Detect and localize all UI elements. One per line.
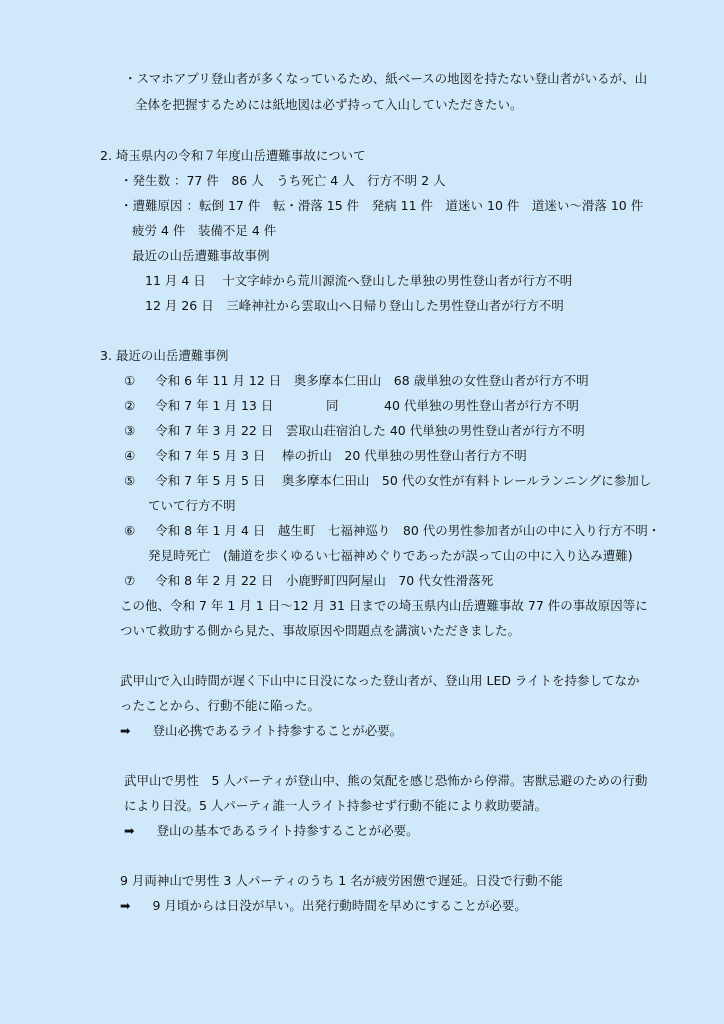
item-text: 令和 7 年 3 月 22 日 雲取山荘宿泊した 40 代単独の男性登山者が行方不明 [155,423,585,438]
item-number: ② [124,398,136,413]
item-number: ⑤ [124,473,136,488]
item-continuation: ていて行方不明 [148,498,236,513]
case-2-line-2: により日没。5 人パーティ誰一人ライト持参せず行動不能により救助要請。 [124,798,548,813]
item-ditto: 同 [326,398,339,413]
section-2-causes-1: ・遭難原因 ：転倒 17 件 転・滑落 15 件 発病 11 件 道迷い 10 件 道迷い〜滑落 10 件 [120,198,644,213]
item-number: ⑥ [124,523,136,538]
summary-line-1: この他、令和 7 年 1 月 1 日〜12 月 31 日までの埼玉県内山岳遭難事故 77 件の事故原因等に [120,598,648,613]
item-number: ⑦ [124,573,136,588]
case-2-line-1: 武甲山で男性 5 人パーティが登山中、熊の気配を感じ恐怖から停滞。害獣忌避のための行動 [124,773,648,788]
intro-line-1: ・スマホアプリ登山者が多くなっているため、紙ベースの地図を持たない登山者がいるが、山 [124,71,648,86]
lesson-text: 登山必携であるライト持参することが必要。 [152,723,403,738]
item-number: ③ [124,423,136,438]
item-text: 令和 7 年 5 月 3 日 棒の折山 20 代単独の男性登山者行方不明 [155,448,527,463]
item-text: 令和 7 年 1 月 13 日 [155,398,274,413]
list-item [124,523,660,539]
section-2-causes-2: 疲労 4 件 装備不足 4 件 [132,223,277,238]
case-3-lesson [120,898,527,914]
arrow-icon: ➡ [124,823,135,838]
list-item [124,473,651,489]
item-text: 令和 6 年 11 月 12 日 奥多摩本仁田山 68 歳単独の女性登山者が行方不明 [155,373,589,388]
section-2-stats: ・発生数 ：77 件 86 人 うち死亡 4 人 行方不明 2 人 [120,173,446,188]
lesson-text: 9 月頃からは日没が早い。出発行動時間を早めにすることが必要。 [152,898,527,913]
section-2-heading: 2. 埼玉県内の令和７年度山岳遭難事故について [100,148,366,163]
item-number: ④ [124,448,136,463]
section-2-case-2: 12 月 26 日 三峰神社から雲取山へ日帰り登山した男性登山者が行方不明 [145,298,564,313]
case-3-line-1: 9 月両神山で男性 3 人パーティのうち 1 名が疲労困憊で遅延。日没で行動不能 [120,873,563,888]
case-2-lesson [124,823,419,839]
lesson-text: 登山の基本であるライト持参することが必要。 [156,823,419,838]
arrow-icon: ➡ [120,898,131,913]
item-text-tail: 40 代単独の男性登山者が行方不明 [384,398,579,413]
list-item [124,423,585,439]
item-continuation: 発見時死亡 (舗道を歩くゆるい七福神めぐりであったが誤って山の中に入り込み遭難) [148,548,633,563]
intro-line-2: 全体を把握するためには紙地図は必ず持って入山していただきたい。 [135,97,523,112]
list-item [124,573,493,589]
list-item [124,398,273,414]
section-2-case-1: 11 月 4 日 十文字峠から荒川源流へ登山した単独の男性登山者が行方不明 [145,273,573,288]
case-1-lesson [120,723,402,739]
list-item [124,448,527,464]
item-text: 令和 8 年 1 月 4 日 越生町 七福神巡り 80 代の男性参加者が山の中に入り行方不明・ [155,523,661,538]
case-1-line-2: ったことから、行動不能に陥った。 [120,698,321,713]
arrow-icon: ➡ [120,723,131,738]
section-2-recent-heading: 最近の山岳遭難事故事例 [132,248,270,263]
section-3-heading: 3. 最近の山岳遭難事例 [100,348,229,363]
item-text: 令和 8 年 2 月 22 日 小鹿野町四阿屋山 70 代女性滑落死 [155,573,494,588]
item-text: 令和 7 年 5 月 5 日 奥多摩本仁田山 50 代の女性が有料トレールランニングに参加し [155,473,652,488]
list-item [124,373,589,389]
item-number: ① [124,373,136,388]
case-1-line-1: 武甲山で入山時間が遅く下山中に日没になった登山者が、登山用 LED ライトを持参してなか [120,673,640,688]
summary-line-2: ついて救助する側から見た、事故原因や問題点を講演いただきました。 [120,623,521,638]
